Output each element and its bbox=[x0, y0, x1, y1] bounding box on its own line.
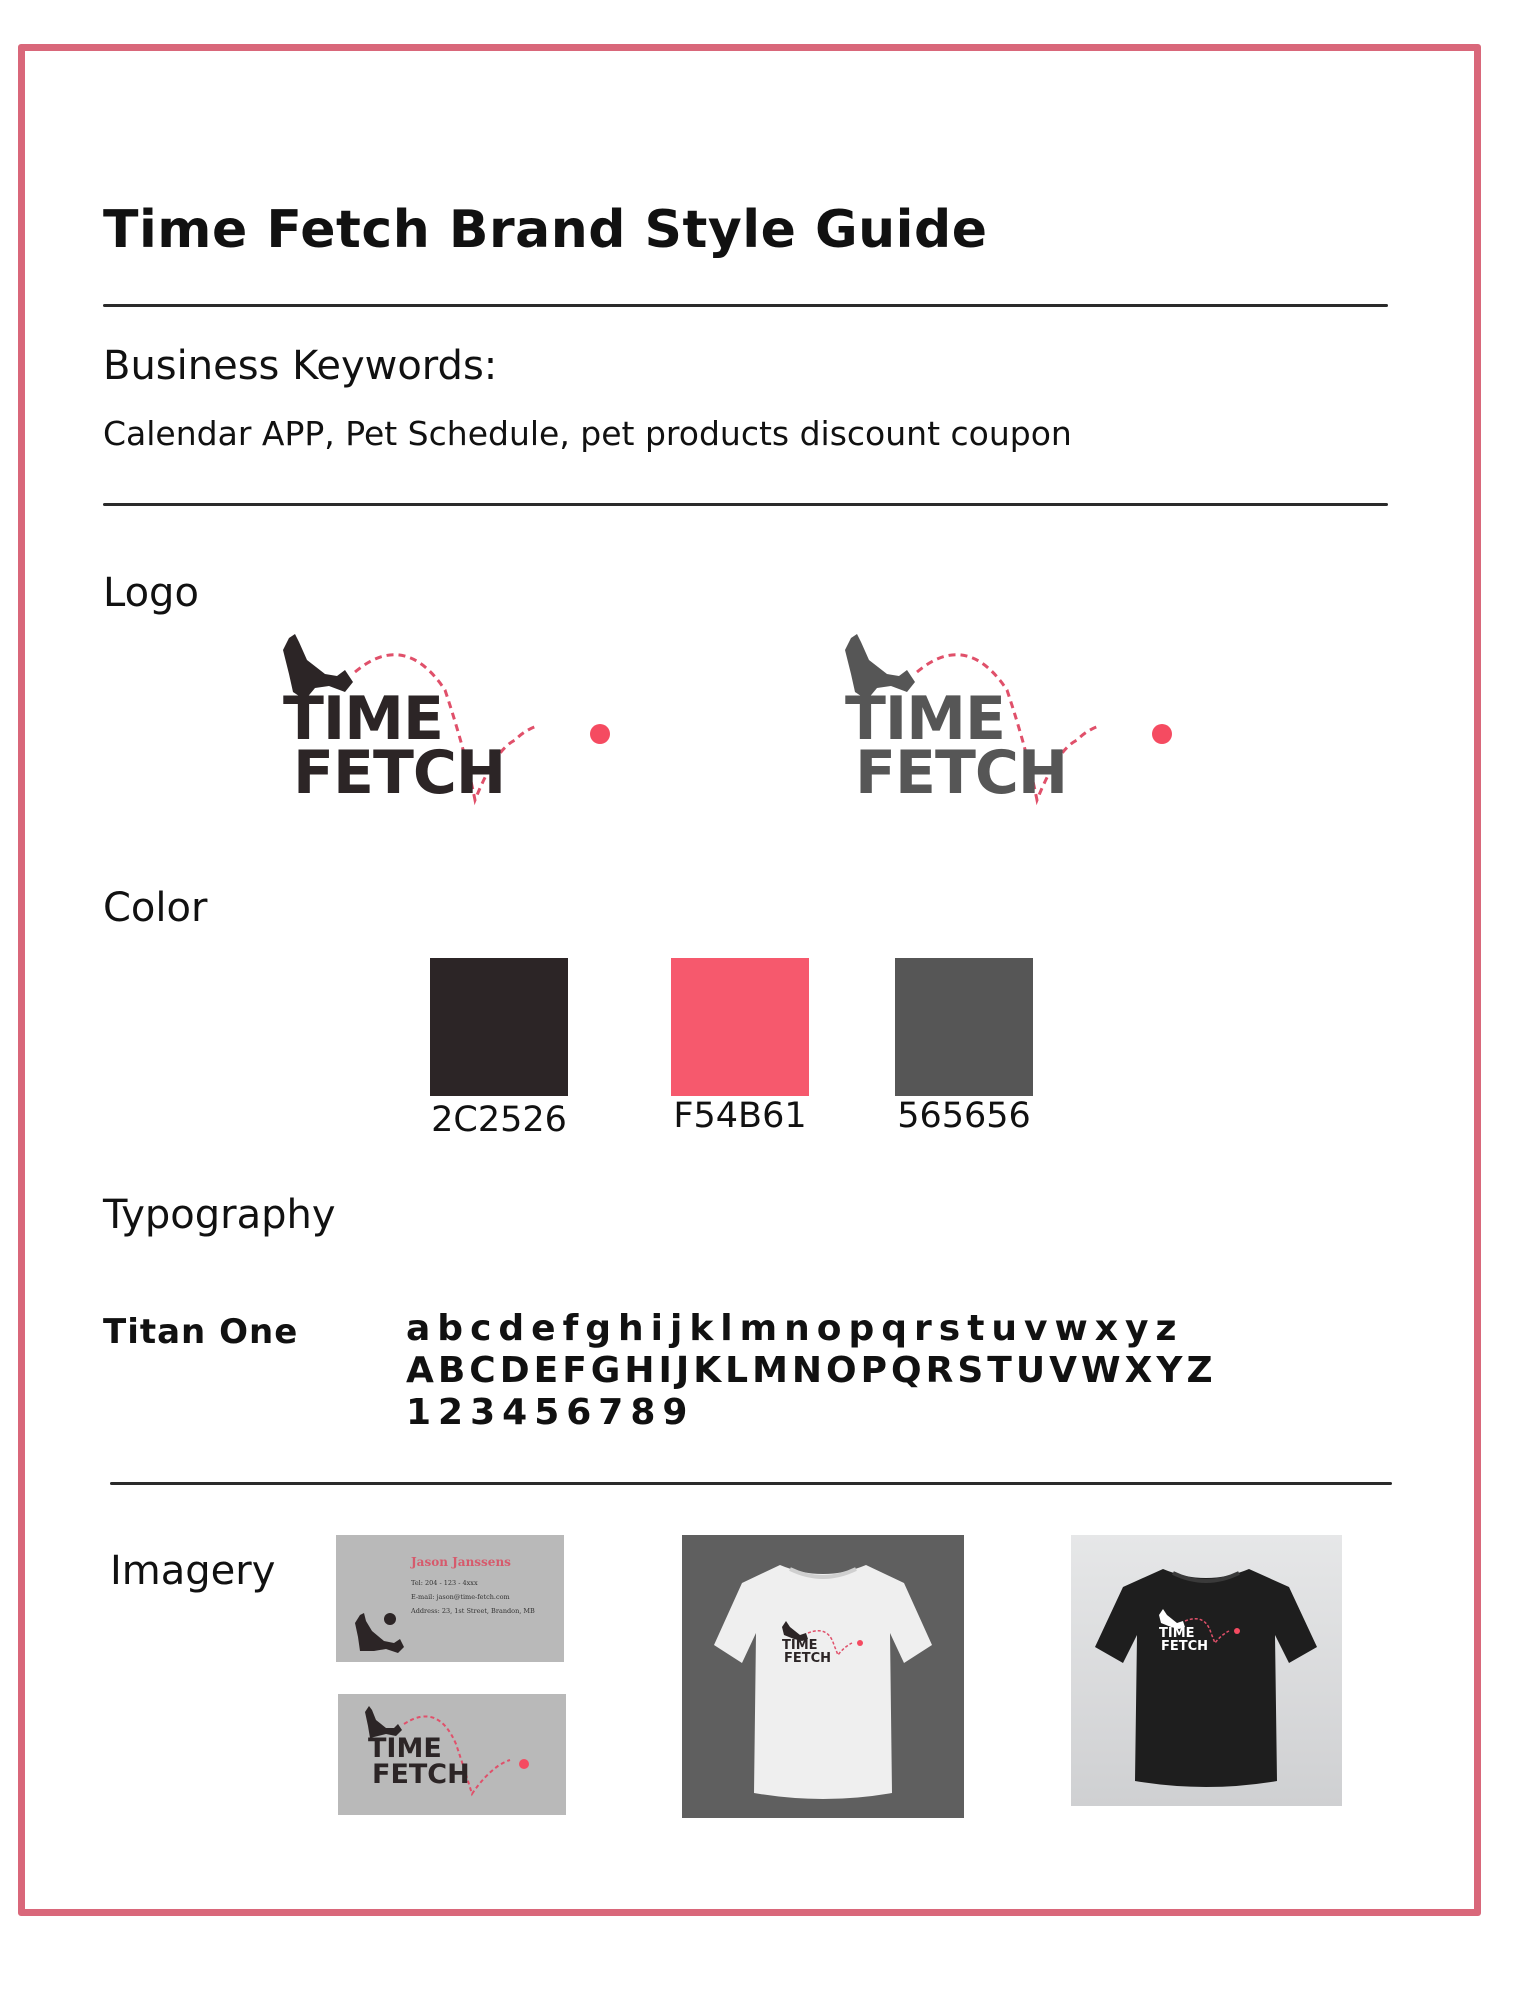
imagery-heading: Imagery bbox=[110, 1548, 276, 1594]
black-tshirt-mockup bbox=[1071, 1535, 1342, 1806]
card-address: Address: 23, 1st Street, Brandon, MB bbox=[411, 1607, 535, 1615]
color-swatch-red bbox=[671, 958, 809, 1096]
color-hex-label: F54B61 bbox=[673, 1096, 807, 1136]
divider bbox=[110, 1482, 1392, 1485]
logo-word-time: TIME bbox=[845, 684, 1005, 754]
keywords-text: Calendar APP, Pet Schedule, pet products discount coupon bbox=[103, 414, 1072, 453]
tshirt-icon bbox=[1071, 1535, 1342, 1806]
color-swatch-dark bbox=[430, 958, 568, 1096]
logo-word-time: TIME bbox=[1159, 1626, 1195, 1641]
glyph-uppercase: ABCDEFGHIJKLMNOPQRSTUVWXYZ bbox=[406, 1350, 1217, 1391]
divider bbox=[103, 304, 1388, 307]
typography-heading: Typography bbox=[103, 1192, 336, 1238]
color-heading: Color bbox=[103, 885, 208, 931]
divider bbox=[103, 503, 1388, 506]
color-hex-label: 565656 bbox=[897, 1096, 1031, 1136]
logo-word-fetch: FETCH bbox=[855, 738, 1068, 808]
logo-grey bbox=[837, 630, 1187, 810]
logo-heading: Logo bbox=[103, 570, 199, 616]
logo-word-time: TIME bbox=[283, 684, 443, 754]
logo-word-fetch: FETCH bbox=[372, 1759, 470, 1790]
white-tshirt-mockup bbox=[682, 1535, 964, 1818]
business-card-back bbox=[338, 1694, 566, 1815]
font-name: Titan One bbox=[103, 1312, 299, 1352]
glyph-digits: 123456789 bbox=[406, 1392, 695, 1433]
logo-dark bbox=[275, 630, 625, 810]
business-card-front bbox=[336, 1535, 564, 1662]
logo-word-time: TIME bbox=[368, 1733, 442, 1764]
card-email: E-mail: jason@time-fetch.com bbox=[411, 1593, 510, 1601]
card-name: Jason Janssens bbox=[411, 1555, 511, 1569]
color-hex-label: 2C2526 bbox=[431, 1100, 567, 1140]
color-swatch-grey bbox=[895, 958, 1033, 1096]
logo-word-time: TIME bbox=[782, 1638, 818, 1653]
logo-word-fetch: FETCH bbox=[1161, 1639, 1209, 1654]
dog-icon bbox=[352, 1607, 407, 1655]
page-title: Time Fetch Brand Style Guide bbox=[103, 200, 988, 260]
logo-word-fetch: FETCH bbox=[784, 1651, 832, 1666]
tshirt-icon bbox=[682, 1535, 964, 1818]
logo-word-fetch: FETCH bbox=[293, 738, 506, 808]
card-tel: Tel: 204 - 123 - 4xxx bbox=[411, 1579, 478, 1587]
glyph-lowercase: abcdefghijklmnopqrstuvwxyz bbox=[406, 1308, 1184, 1349]
keywords-heading: Business Keywords: bbox=[103, 343, 498, 389]
